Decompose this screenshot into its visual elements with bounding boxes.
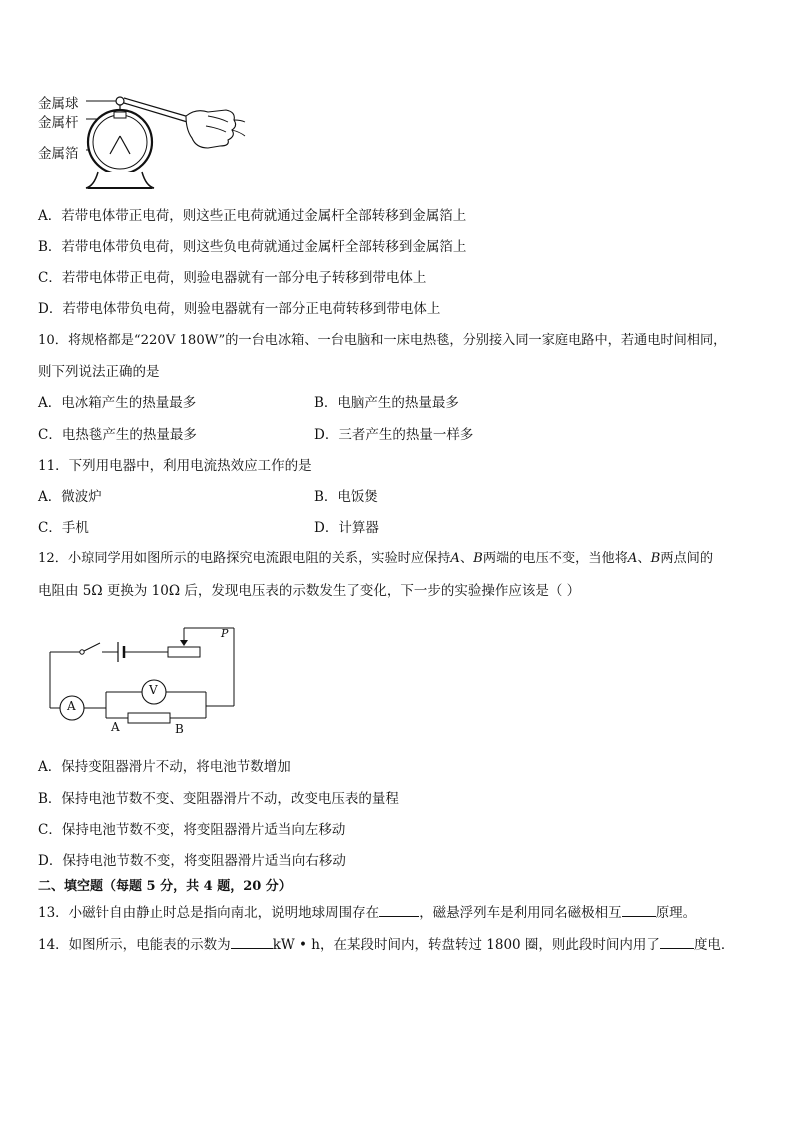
q14-part3: 度电． — [693, 937, 735, 953]
q12-stem-part-e: 两点间的 — [660, 551, 714, 566]
q12-stem-line2: 电阻由 5Ω 更换为 10Ω 后，发现电压表的示数发生了变化，下一步的实验操作应该是（ ） — [38, 583, 581, 599]
circuit-label-point-b: B — [175, 722, 184, 736]
q10-option-b: B．电脑产生的热量最多 — [314, 395, 459, 411]
q11-stem: 11．下列用电器中，利用电流热效应工作的是 — [38, 458, 312, 474]
section2-heading: 二、填空题（每题 5 分，共 4 题，20 分） — [38, 879, 292, 894]
q13-part1: 13．小磁针自由静止时总是指向南北，说明地球周围存在 — [38, 905, 380, 921]
q9-option-b: B．若带电体带负电荷，则这些负电荷就通过金属杆全部转移到金属箔上 — [38, 239, 467, 255]
q11-option-c: C．手机 — [38, 520, 89, 536]
q12-option-d: D．保持电池节数不变，将变阻器滑片适当向右移动 — [38, 853, 346, 869]
electroscope-figure — [36, 86, 246, 194]
circuit-label-p: P — [221, 627, 229, 640]
circuit-figure — [44, 622, 240, 740]
q14-blank1[interactable] — [231, 936, 273, 949]
q12-point-a: A — [450, 551, 460, 566]
label-metal-foil: 金属箔 — [38, 146, 79, 162]
q10-stem-line2: 则下列说法正确的是 — [38, 364, 160, 380]
q13-blank2[interactable] — [622, 904, 656, 917]
q13 — [38, 904, 696, 922]
q14 — [38, 936, 734, 954]
q14-blank2[interactable] — [660, 936, 694, 949]
q10-option-a: A．电冰箱产生的热量最多 — [38, 395, 197, 411]
q14-part2: kW • h，在某段时间内，转盘转过 1800 圈，则此段时间内用了 — [272, 937, 660, 953]
q14-part1: 14．如图所示，电能表的示数为 — [38, 937, 231, 953]
q12-stem-sep2: 、 — [637, 551, 651, 566]
q11-option-a: A．微波炉 — [38, 489, 102, 505]
label-metal-rod: 金属杆 — [38, 115, 79, 131]
q12-option-b: B．保持电池节数不变、变阻器滑片不动，改变电压表的量程 — [38, 791, 399, 807]
q12-stem-part-c: 两端的电压不变，当他将 — [482, 551, 628, 566]
circuit-label-ammeter: A — [67, 699, 76, 713]
q11-option-d: D．计算器 — [314, 520, 379, 536]
q12-stem-sep1: 、 — [459, 551, 474, 566]
q10-option-c: C．电热毯产生的热量最多 — [38, 427, 197, 443]
q10-option-d: D．三者产生的热量一样多 — [314, 427, 474, 443]
q11-option-b: B．电饭煲 — [314, 489, 378, 505]
q12-stem-part-a: 12．小琼同学用如图所示的电路探究电流跟电阻的关系，实验时应保持 — [38, 551, 451, 566]
circuit-drawing — [44, 622, 240, 740]
label-metal-ball: 金属球 — [38, 96, 79, 112]
circuit-label-voltmeter: V — [149, 683, 158, 697]
circuit-label-point-a: A — [111, 720, 120, 734]
q12-point-b: B — [473, 551, 483, 566]
q9-option-d: D．若带电体带负电荷，则验电器就有一部分正电荷转移到带电体上 — [38, 301, 441, 317]
q9-option-a: A．若带电体带正电荷，则这些正电荷就通过金属杆全部转移到金属箔上 — [38, 208, 467, 224]
q12-option-a: A．保持变阻器滑片不动，将电池节数增加 — [38, 759, 291, 775]
q12-stem-line1 — [38, 550, 713, 568]
q13-blank1[interactable] — [379, 904, 419, 917]
q12-option-c: C．保持电池节数不变，将变阻器滑片适当向左移动 — [38, 822, 346, 838]
q9-option-c: C．若带电体带正电荷，则验电器就有一部分电子转移到带电体上 — [38, 270, 427, 286]
q13-part3: 原理。 — [655, 905, 697, 921]
q13-part2: ，磁悬浮列车是利用同名磁极相互 — [419, 905, 622, 921]
q12-point-b2: B — [650, 551, 661, 566]
q10-stem-line1: 10．将规格都是“220V 180W”的一台电冰箱、一台电脑和一床电热毯，分别接入同一家庭电路中，若通电时间相同， — [38, 333, 727, 348]
q12-point-a2: A — [627, 551, 638, 566]
